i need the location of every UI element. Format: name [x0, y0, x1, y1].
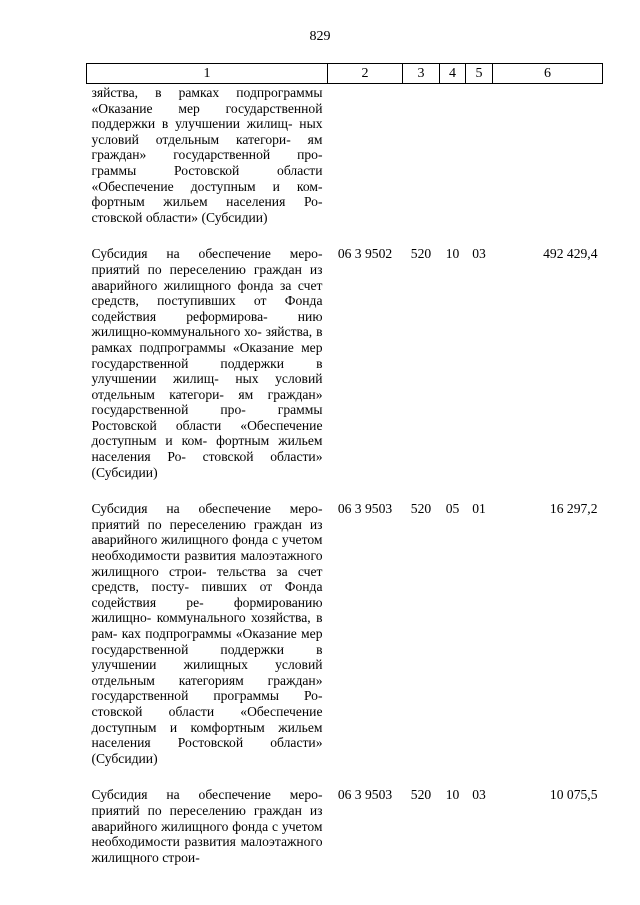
table-header-row [87, 64, 603, 84]
row-subsection [466, 84, 493, 247]
table-row [87, 246, 603, 501]
row-description: зяйства, в рамках подпрограммы «Оказание мер государственной поддержки в улучшении жилищ- ных условий отдельным категори- ям граждан» государственной про- граммы Ростовской области «Обеспечение доступным и ком- фортным жильем населения Ро- стовской области» (Субсидии) [91, 85, 323, 225]
row-subsection: 03 [472, 787, 486, 803]
table-row [87, 84, 603, 247]
column-header-5: 5 [466, 64, 493, 84]
row-expense-type: 520 [410, 246, 432, 262]
row-subsection: 01 [472, 501, 486, 517]
row-section: 05 [445, 501, 460, 517]
row-description: Субсидия на обеспечение меро- приятий по переселению граждан из аварийного жилищного фонда с учетом необходимости развития малоэтажного жилищного строи- тельства за счет средств, посту- пивших от Фонда содействия ре- формированию жилищно- коммунального хозяйства, в рам- ках подпрограммы «Оказание мер государственной поддержки в улучшении жилищных условий отдельным категориям граждан» государственной программы Ро- стовской области «Обеспечение доступным и комфортным жильем населения Ростовской области» (Субсидии) [91, 501, 323, 766]
column-header-1: 1 [87, 64, 328, 84]
row-expense-type: 520 [410, 501, 432, 517]
table-row [87, 787, 603, 865]
row-description: Субсидия на обеспечение меро- приятий по переселению граждан из аварийного жилищного фонда с учетом необходимости развития малоэтажного жилищного строи- [91, 787, 323, 865]
column-header-3: 3 [403, 64, 440, 84]
row-description: Субсидия на обеспечение меро- приятий по переселению граждан из аварийного жилищного фонда за счет средств, поступивших от Фонда содействия реформирова- нию жилищно-коммунального хо- зяйства, в рамках подпрограммы «Оказание мер государственной поддержки в улучшении жилищ- ных условий отдельным категори- ям граждан» государственной про- граммы Ростовской области «Обеспечение доступным и ком- фортным жильем населения Ро- стовской области» (Субсидии) [91, 246, 323, 480]
budget-table [86, 63, 603, 865]
column-header-6: 6 [493, 64, 603, 84]
row-amount [493, 84, 603, 247]
page-number: 829 [309, 29, 331, 44]
row-expense-type [403, 84, 440, 247]
row-amount: 10 075,5 [549, 787, 598, 803]
row-section: 10 [445, 246, 460, 262]
row-target-code [328, 84, 403, 247]
row-subsection: 03 [472, 246, 486, 262]
column-header-2: 2 [328, 64, 403, 84]
row-target-code: 06 3 9503 [337, 787, 393, 803]
row-section [440, 84, 466, 247]
column-header-4: 4 [440, 64, 466, 84]
row-target-code: 06 3 9503 [337, 501, 393, 517]
table-row [87, 501, 603, 787]
row-expense-type: 520 [410, 787, 432, 803]
row-target-code: 06 3 9502 [337, 246, 393, 262]
row-section: 10 [445, 787, 460, 803]
row-amount: 16 297,2 [549, 501, 598, 517]
row-amount: 492 429,4 [543, 246, 598, 262]
